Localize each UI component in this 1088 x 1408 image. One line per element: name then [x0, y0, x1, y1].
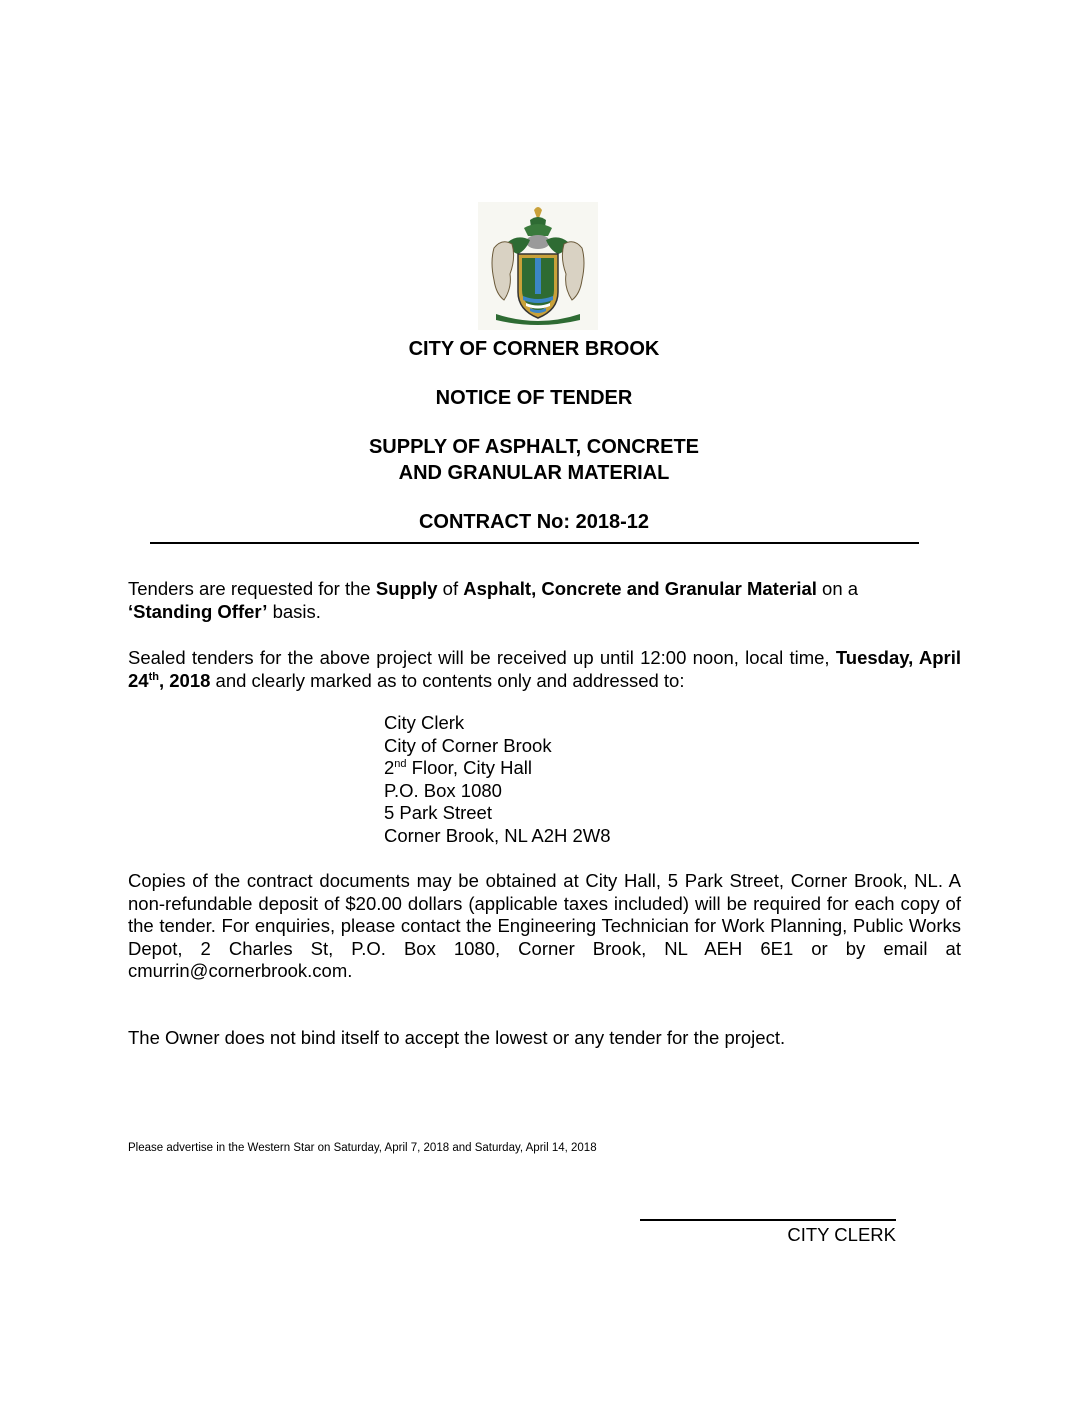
address-line: City of Corner Brook	[384, 734, 552, 756]
advertise-note: Please advertise in the Western Star on Saturday, April 7, 2018 and Saturday, April 14, 2018	[128, 1142, 597, 1154]
address-line: 5 Park Street	[384, 802, 492, 824]
floor-number: 2	[384, 757, 395, 779]
sealed-tenders-paragraph	[128, 647, 961, 692]
intro-paragraph	[128, 578, 961, 623]
sealed-bold-date: Tuesday, April 24	[128, 647, 962, 691]
sealed-text-1: Sealed tenders for the above project will be received up until 12:00 noon, local time,	[128, 647, 836, 668]
intro-bold-standing-offer: ‘Standing Offer’	[128, 600, 268, 622]
city-crest-logo	[478, 202, 598, 330]
mailing-address	[384, 712, 611, 848]
intro-bold-materials: Asphalt, Concrete and Granular Material	[463, 578, 817, 599]
copies-paragraph: Copies of the contract documents may be obtained at City Hall, 5 Park Street, Corner Brook, NL. A non-refundable deposit of $20.00 dollars (applicable taxes included) will be required for each copy of the tender. For enquiries, please contact the Engineering Technician for Work Planning, Public Works Depot, 2 Charles St, P.O. Box 1080, Corner Brook, NL AEH 6E1 or by email at cmurrin@cornerbrook.com.	[128, 870, 961, 981]
subject-line-1: SUPPLY OF ASPHALT, CONCRETE	[368, 436, 700, 458]
intro-bold-supply: Supply	[375, 578, 438, 599]
subject-line-2: AND GRANULAR MATERIAL	[398, 462, 670, 484]
intro-text-3: on a	[816, 578, 859, 599]
intro-text-1: Tenders are requested for the	[128, 578, 376, 599]
address-line: Corner Brook, NL A2H 2W8	[384, 824, 611, 846]
contract-number: CONTRACT No: 2018-12	[418, 511, 650, 533]
sealed-bold-year: , 2018	[158, 669, 211, 691]
signature-line	[640, 1219, 896, 1221]
address-line	[384, 757, 611, 780]
intro-text-2: of	[437, 578, 464, 599]
header-divider	[150, 542, 919, 544]
sealed-text-2: and clearly marked as to contents only and addressed to:	[210, 669, 685, 691]
notice-title: NOTICE OF TENDER	[435, 387, 633, 409]
floor-suffix: nd	[394, 758, 407, 771]
address-line: P.O. Box 1080	[384, 779, 502, 801]
city-name-heading: CITY OF CORNER BROOK	[408, 338, 660, 360]
owner-disclaimer: The Owner does not bind itself to accept the lowest or any tender for the project.	[128, 1027, 786, 1048]
sealed-date-suffix: th	[148, 670, 159, 683]
signature-label: CITY CLERK	[787, 1224, 896, 1245]
intro-text-4: basis.	[267, 600, 321, 622]
floor-text: Floor, City Hall	[406, 757, 532, 779]
address-line: City Clerk	[384, 712, 465, 733]
